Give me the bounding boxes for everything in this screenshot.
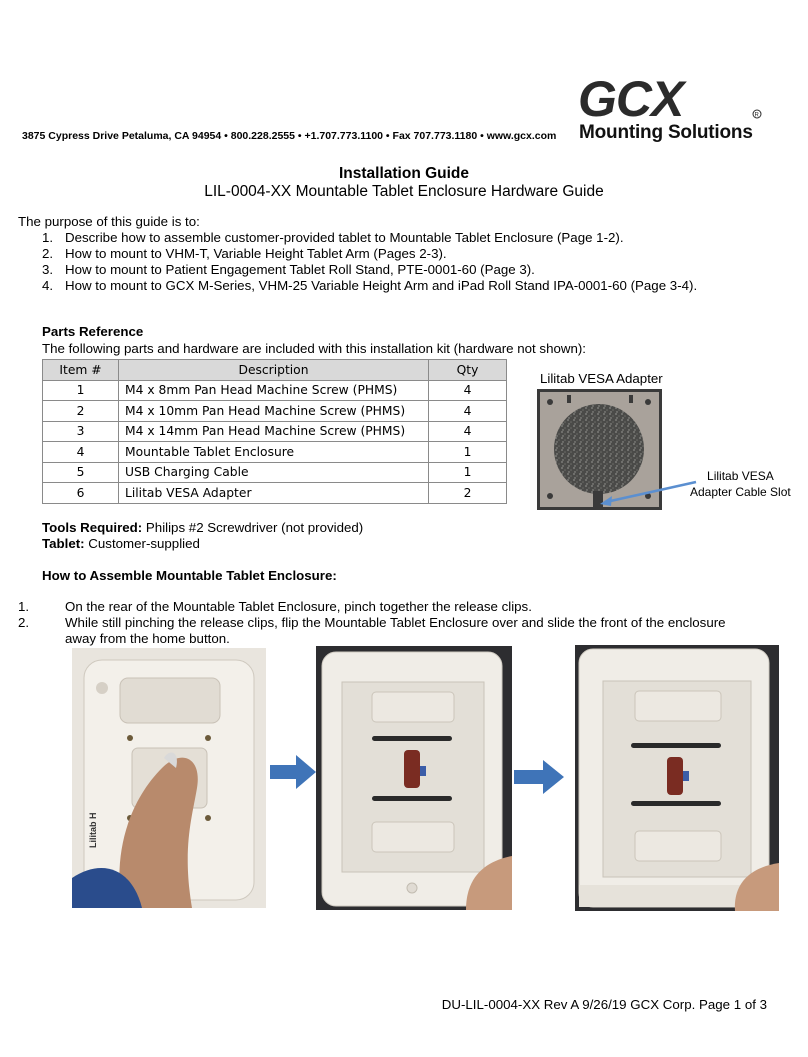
table-row: 4 Mountable Tablet Enclosure 1 (43, 442, 507, 463)
column-header: Qty (429, 360, 507, 381)
table-row: 1 M4 x 8mm Pan Head Machine Screw (PHMS) 4 (43, 380, 507, 401)
table-row: 3 M4 x 14mm Pan Head Machine Screw (PHMS) 4 (43, 421, 507, 442)
next-step-arrow-icon (270, 755, 316, 789)
enclosure-front-slid-photo (575, 645, 779, 911)
vesa-figure-caption: Lilitab VESA Adapter (540, 371, 663, 386)
enclosure-rear-photo (72, 648, 266, 908)
vesa-callout-label: Lilitab VESA Adapter Cable Slot (690, 469, 791, 499)
purpose-intro: The purpose of this guide is to: (18, 214, 200, 229)
document-subtitle: LIL-0004-XX Mountable Tablet Enclosure Hardware Guide (204, 183, 604, 200)
column-header: Item # (43, 360, 119, 381)
column-header: Description (119, 360, 429, 381)
table-header-row (43, 360, 507, 381)
table-row: 6 Lilitab VESA Adapter 2 (43, 483, 507, 504)
purpose-item: 1. Describe how to assemble customer-provided tablet to Mountable Tablet Enclosure (Page 1-2). (42, 230, 624, 245)
parts-heading: Parts Reference (42, 324, 144, 339)
enclosure-front-photo (316, 646, 512, 910)
tools-required: Tools Required: Philips #2 Screwdriver (not provided) (42, 520, 364, 535)
table-row: 2 M4 x 10mm Pan Head Machine Screw (PHMS) 4 (43, 401, 507, 422)
purpose-item: 3. How to mount to Patient Engagement Tablet Roll Stand, PTE-0001-60 (Page 3). (42, 262, 535, 277)
logo-subtext: Mounting Solutions (579, 122, 753, 143)
page-footer: DU-LIL-0004-XX Rev A 9/26/19 GCX Corp. Page 1 of 3 (441, 997, 767, 1012)
purpose-list (42, 230, 697, 294)
assembly-step: 1. On the rear of the Mountable Tablet Enclosure, pinch together the release clips. (18, 599, 532, 614)
company-address: 3875 Cypress Drive Petaluma, CA 94954 • 800.228.2555 • +1.707.773.1100 • Fax 707.773.1180 • www.gcx.com (22, 130, 557, 142)
purpose-item: 2. How to mount to VHM-T, Variable Height Tablet Arm (Pages 2-3). (42, 246, 447, 261)
logo-text: GCX (578, 78, 684, 127)
parts-table (42, 359, 507, 504)
assembly-step: 2. While still pinching the release clips, flip the Mountable Tablet Enclosure over and slide the front of the enclosure away from the home button. (18, 615, 726, 646)
assembly-steps (18, 599, 758, 647)
tablet-note: Tablet: Customer-supplied (42, 536, 200, 551)
purpose-item: 4. How to mount to GCX M-Series, VHM-25 Variable Height Arm and iPad Roll Stand IPA-0001-60 (Page 3-4). (42, 278, 698, 293)
assemble-heading: How to Assemble Mountable Tablet Enclosure: (42, 568, 337, 583)
photo-label: Lilitab H (88, 812, 98, 848)
table-row: 5 USB Charging Cable 1 (43, 462, 507, 483)
svg-text:R: R (754, 112, 759, 119)
document-title: Installation Guide (338, 165, 470, 182)
next-step-arrow-icon (514, 760, 564, 794)
parts-intro: The following parts and hardware are included with this installation kit (hardware not shown): (42, 341, 586, 356)
